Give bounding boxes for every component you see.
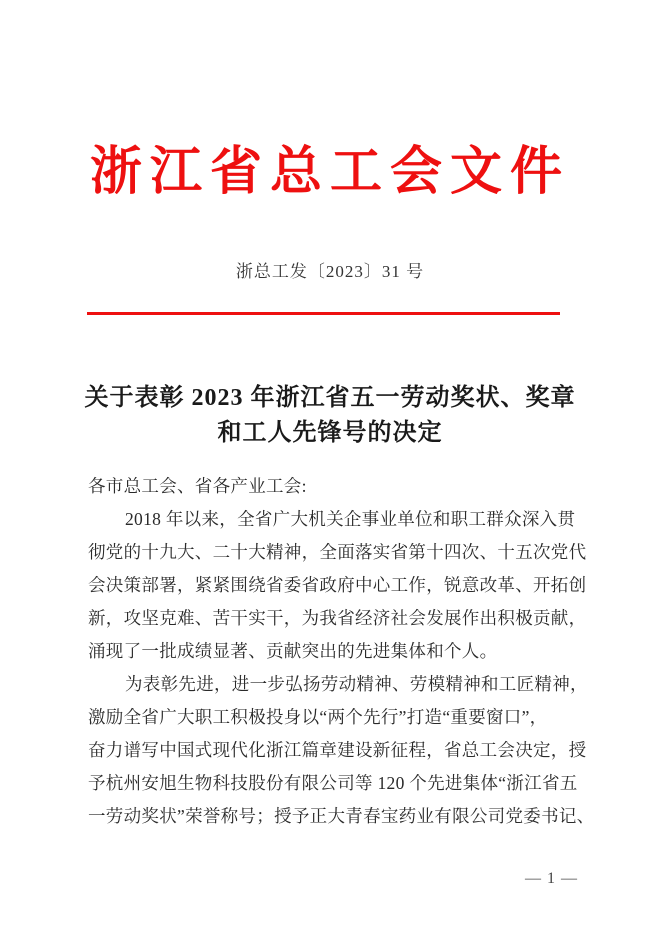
body-line: 2018 年以来，全省广大机关企事业单位和职工群众深入贯 bbox=[125, 509, 576, 529]
doc-number: 浙总工发〔2023〕31 号 bbox=[235, 262, 425, 281]
document-body bbox=[88, 470, 595, 833]
body-line: 奋力谱写中国式现代化浙江篇章建设新征程，省总工会决定，授 bbox=[88, 740, 587, 760]
document-title-line2: 和工人先锋号的决定 bbox=[217, 420, 443, 446]
red-separator-rule bbox=[87, 312, 560, 315]
body-line: 激励全省广大职工积极投身以“两个先行”打造“重要窗口”， bbox=[88, 707, 548, 727]
body-line: 予杭州安旭生物科技股份有限公司等 120 个先进集体“浙江省五 bbox=[88, 773, 578, 793]
body-line: 彻党的十九大、二十大精神，全面落实省第十四次、十五次党代 bbox=[88, 542, 587, 562]
document-title bbox=[0, 381, 660, 451]
org-title: 浙江省总工会文件 bbox=[89, 144, 570, 201]
body-line: 一劳动奖状”荣誉称号；授予正大青春宝药业有限公司党委书记、 bbox=[88, 806, 595, 826]
page-number: — 1 — bbox=[525, 870, 578, 887]
salutation: 各市总工会、省各产业工会: bbox=[88, 476, 307, 496]
body-line: 涌现了一批成绩显著、贡献突出的先进集体和个人。 bbox=[88, 641, 498, 661]
document-title-line1: 关于表彰 2023 年浙江省五一劳动奖状、奖章 bbox=[84, 385, 576, 411]
body-line: 新，攻坚克难、苦干实干，为我省经济社会发展作出积极贡献， bbox=[88, 608, 587, 628]
body-line: 为表彰先进，进一步弘扬劳动精神、劳模精神和工匠精神， bbox=[125, 674, 588, 694]
body-line: 会决策部署，紧紧围绕省委省政府中心工作，锐意改革、开拓创 bbox=[88, 575, 587, 595]
